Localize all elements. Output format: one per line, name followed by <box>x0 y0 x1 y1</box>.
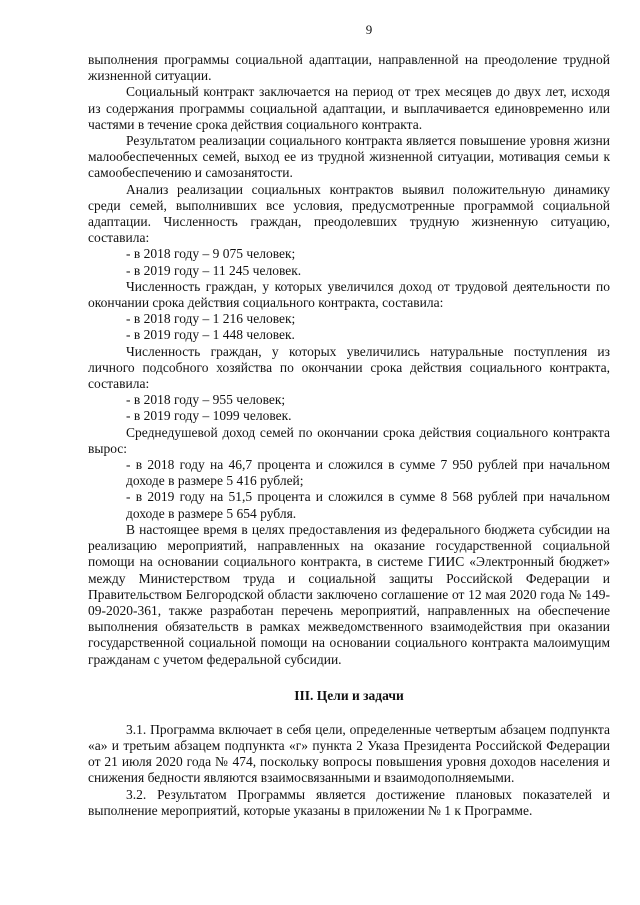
list-item: - в 2018 году – 9 075 человек; <box>126 246 296 262</box>
list-avg-income <box>88 457 610 522</box>
paragraph-3-2: 3.2. Результатом Программы является достижение плановых показателей и выполнение мероприятий, которые указаны в приложении № 1 к Программе. <box>88 786 610 818</box>
paragraph-3-1: 3.1. Программа включает в себя цели, определенные четвертым абзацем подпункта «а» и третьим абзацем подпункта «г» пункта 2 Указа Президента Российской Федерации от 21 июля 2020 года № 474, поскольку вопросы повышения уровня доходов населения и снижения бедности являются взаимосвязанными и взаимодополняемыми. <box>88 721 610 786</box>
paragraph-avg-income: Среднедушевой доход семей по окончании срока действия социального контракта вырос: <box>88 424 610 456</box>
list-income-household <box>88 392 610 424</box>
page-number: 9 <box>365 22 373 37</box>
list-item: - в 2019 году – 11 245 человек. <box>126 262 302 278</box>
paragraph-continuation: выполнения программы социальной адаптации, направленной на преодоление трудной жизненной ситуации. <box>88 52 610 84</box>
paragraph-subsidy: В настоящее время в целях предоставления из федерального бюджета субсидии на реализацию мероприятий, направленных на оказание государственной социальной помощи на основании социального контракта, в системе ГИИС «Электронный бюджет» между Министерством труда и социальной защиты Российской Федерации и Правительством Белгородской области заключено соглашение от 12 мая 2020 года № 149-09-2020-361, также разработан перечень мероприятий, направленных на обеспечение выполнения обязательств в рамках межведомственного взаимодействия при оказании государственной социальной помощи на основании социального контракта малоимущим гражданам с учетом федеральной субсидии. <box>88 521 610 667</box>
list-item: - в 2019 году – 1099 человек. <box>126 408 292 424</box>
list-income-work <box>88 311 610 343</box>
section-heading: III. Цели и задачи <box>294 687 404 703</box>
list-item: - в 2018 году – 955 человек; <box>126 392 286 408</box>
list-item: - в 2019 году – 1 448 человек. <box>126 327 295 343</box>
paragraph-contract-result: Результатом реализации социального контракта является повышение уровня жизни малообеспеченных семей, выход ее из трудной жизненной ситуации, мотивация семьи к самообеспечению и самозанятости. <box>88 133 610 181</box>
list-item: - в 2019 году на 51,5 процента и сложился в сумме 8 568 рублей при начальном доходе в размере 5 654 рубля. <box>126 489 610 521</box>
paragraph-income-household: Численность граждан, у которых увеличились натуральные поступления из личного подсобного хозяйства по окончании срока действия социального контракта, составила: <box>88 343 610 392</box>
list-item: - в 2018 году на 46,7 процента и сложился в сумме 7 950 рублей при начальном доходе в размере 5 416 рублей; <box>126 457 610 489</box>
paragraph-income-work: Численность граждан, у которых увеличился доход от трудовой деятельности по окончании срока действия социального контракта, составила: <box>88 278 610 311</box>
list-overcome-difficulty <box>88 246 610 278</box>
list-item: - в 2018 году – 1 216 человек; <box>126 311 296 327</box>
paragraph-analysis: Анализ реализации социальных контрактов выявил положительную динамику среди семей, выполнивших все условия, предусмотренные программой социальной адаптации. Численность граждан, преодолевших трудную жизненную ситуацию, составила: <box>88 181 610 246</box>
paragraph-social-contract-period: Социальный контракт заключается на период от трех месяцев до двух лет, исходя из содержания программы социальной адаптации, и выплачивается единовременно или частями в течение срока действия социального контракта. <box>88 84 610 132</box>
